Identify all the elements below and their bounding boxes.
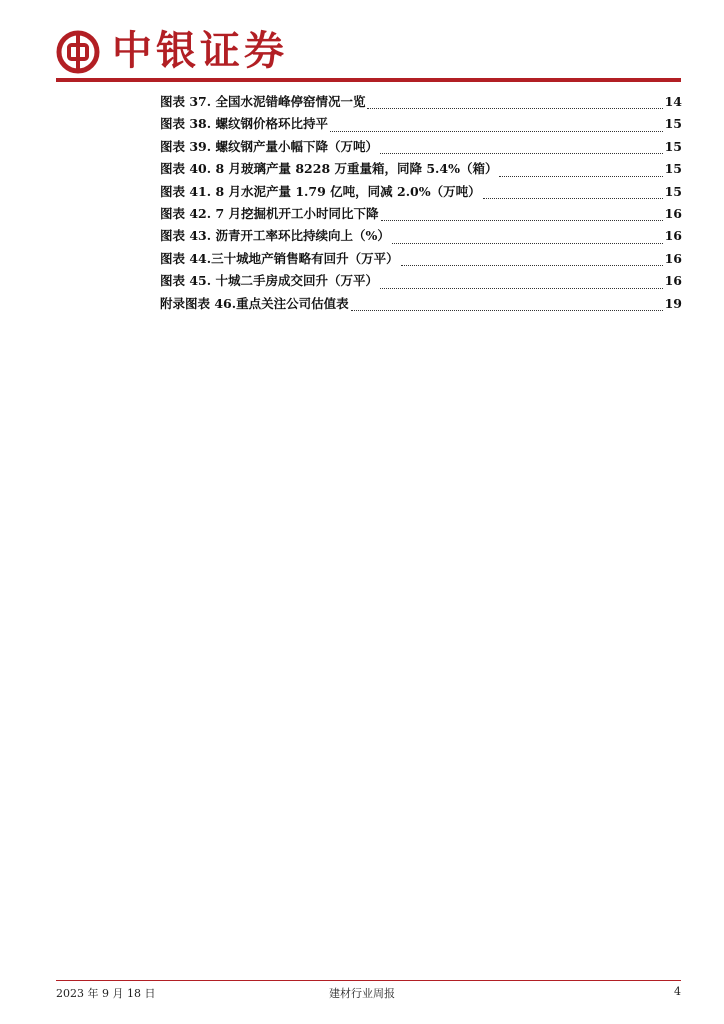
page-header bbox=[0, 0, 724, 86]
toc-entry-page[interactable]: 16 bbox=[664, 228, 682, 244]
toc-entry[interactable] bbox=[160, 114, 682, 136]
toc-dot-leader bbox=[367, 108, 662, 109]
toc-entry-title[interactable]: 图表 43. 沥青开工率环比持续向上（%） bbox=[160, 228, 390, 244]
toc-dot-leader bbox=[499, 176, 662, 177]
toc-entry-title[interactable]: 图表 39. 螺纹钢产量小幅下降（万吨） bbox=[160, 138, 378, 154]
toc-dot-leader bbox=[401, 265, 663, 266]
toc-entry-page[interactable]: 15 bbox=[664, 161, 682, 177]
toc-dot-leader bbox=[351, 310, 663, 311]
toc-entry-title[interactable]: 图表 42. 7 月挖掘机开工小时同比下降 bbox=[160, 205, 379, 221]
bank-of-china-logo-icon bbox=[56, 30, 100, 74]
toc-entry[interactable] bbox=[160, 294, 682, 316]
footer-page-number: 4 bbox=[674, 985, 681, 998]
toc-entry-page[interactable]: 15 bbox=[664, 138, 682, 154]
toc-entry[interactable] bbox=[160, 226, 682, 248]
toc-entry-title[interactable]: 图表 40. 8 月玻璃产量 8228 万重量箱，同降 5.4%（箱） bbox=[160, 161, 498, 177]
toc-entry-title[interactable]: 附录图表 46.重点关注公司估值表 bbox=[160, 295, 349, 311]
toc-entry-page[interactable]: 19 bbox=[664, 295, 682, 311]
header-divider bbox=[56, 78, 681, 82]
brand-name: 中银证券 bbox=[112, 28, 288, 74]
toc-dot-leader bbox=[380, 153, 663, 154]
toc-entry[interactable] bbox=[160, 271, 682, 293]
toc-entry-page[interactable]: 16 bbox=[664, 205, 682, 221]
toc-entry[interactable] bbox=[160, 249, 682, 271]
toc-entry-title[interactable]: 图表 38. 螺纹钢价格环比持平 bbox=[160, 116, 328, 132]
toc-entry[interactable] bbox=[160, 159, 682, 181]
toc-entry-title[interactable]: 图表 37. 全国水泥错峰停窑情况一览 bbox=[160, 94, 366, 109]
toc-entry-page[interactable]: 15 bbox=[664, 183, 682, 199]
toc-dot-leader bbox=[483, 198, 663, 199]
toc-dot-leader bbox=[392, 243, 663, 244]
toc-entry-page[interactable]: 15 bbox=[664, 116, 682, 132]
toc-entry-page[interactable]: 16 bbox=[664, 273, 682, 289]
toc-entry-page[interactable]: 14 bbox=[664, 94, 682, 109]
toc-dot-leader bbox=[330, 131, 663, 132]
footer-date: 2023 年 9 月 18 日 bbox=[56, 987, 156, 1000]
toc-entry-title[interactable]: 图表 44.三十城地产销售略有回升（万平） bbox=[160, 250, 399, 266]
toc-dot-leader bbox=[381, 220, 663, 221]
toc-entry-page[interactable]: 16 bbox=[664, 250, 682, 266]
footer-report-name: 建材行业周报 bbox=[329, 987, 395, 1000]
toc-entry-title[interactable]: 图表 41. 8 月水泥产量 1.79 亿吨，同减 2.0%（万吨） bbox=[160, 183, 481, 199]
footer-divider bbox=[56, 980, 681, 981]
toc-entry[interactable] bbox=[160, 204, 682, 226]
toc-entry-title[interactable]: 图表 45. 十城二手房成交回升（万平） bbox=[160, 273, 378, 289]
toc-dot-leader bbox=[380, 288, 663, 289]
toc-entry[interactable] bbox=[160, 182, 682, 204]
toc-entry[interactable] bbox=[160, 92, 682, 114]
table-of-figures bbox=[160, 92, 682, 316]
toc-entry[interactable] bbox=[160, 137, 682, 159]
